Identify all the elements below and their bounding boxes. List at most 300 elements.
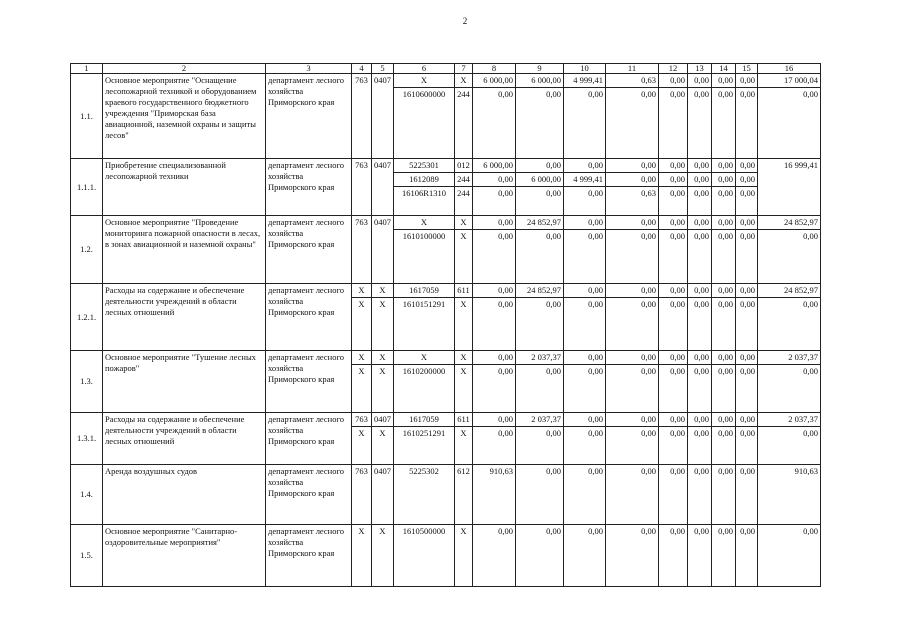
department: департамент лесного хозяйства Приморского края [266,465,352,525]
col7-cell-line: 244 [457,188,470,198]
col9-cell-line: 0,00 [546,466,561,476]
col10-cell-line: 4 999,41 [564,173,605,187]
col11-cell-line: 0,00 [641,428,656,438]
header-col-15: 15 [736,64,758,74]
col12-cell-line: 0,00 [659,351,687,365]
col15-cell-line: 0,00 [740,428,755,438]
col9-cell-line: 6 000,00 [516,173,563,187]
header-col-7: 7 [455,64,473,74]
table-row [71,465,821,525]
department: департамент лесного хозяйства Приморского края [266,159,352,216]
col10-cell-line: 0,00 [588,231,603,241]
col7-cell-line: 612 [457,466,470,476]
table-row [71,74,821,159]
col13-cell-line: 0,00 [694,366,709,376]
col8-cell [473,465,516,525]
col8-cell [473,351,516,413]
col4-cell [352,413,372,465]
col16-cell-line: 0,00 [803,231,818,241]
col11-cell-line: 0,00 [606,413,658,427]
col13-cell-line: 0,00 [694,299,709,309]
col4-cell: 763 [352,74,372,159]
col8-cell-line: 0,00 [498,89,513,99]
col7-cell-line: 244 [457,89,470,99]
col10-cell [564,216,606,284]
header-col-12: 12 [659,64,688,74]
col12-cell [659,465,688,525]
header-col-4: 4 [352,64,372,74]
col4-cell [352,284,372,351]
department: департамент лесного хозяйства Приморского края [266,413,352,465]
col5-cell-line: X [379,366,386,376]
col7-cell [455,413,473,465]
col15-cell-line: 0,00 [740,231,755,241]
col14-cell-line: 0,00 [712,216,735,230]
col8-cell [473,525,516,587]
measure-name: Основное мероприятие "Проведение мониторинга пожарной опасности в лесах, в зонах авиационной и наземной охраны" [103,216,266,284]
col13-cell [688,74,712,159]
col16-cell [758,525,821,587]
col7-cell [455,159,473,216]
col16-cell [758,465,821,525]
col16-cell-line: 0,00 [803,526,818,536]
col10-cell-line: 0,00 [564,216,605,230]
col15-cell [736,465,758,525]
col10-cell-line: 0,00 [564,159,605,173]
col8-cell-line: 6 000,00 [473,159,515,173]
col14-cell-line: 0,00 [718,526,733,536]
col6-cell [394,413,455,465]
col14-cell-line: 0,00 [712,159,735,173]
col15-cell [736,351,758,413]
col15-cell-line: 0,00 [740,188,755,198]
col12-cell-line: 0,00 [670,299,685,309]
col12-cell-line: 0,00 [670,231,685,241]
col13-cell [688,525,712,587]
col15-cell-line: 0,00 [740,366,755,376]
col4-cell: X [352,525,372,587]
col7-cell-line: X [455,351,472,365]
col15-cell-line: 0,00 [736,74,757,88]
col8-cell-line: 0,00 [473,413,515,427]
col14-cell [712,159,736,216]
col13-cell-line: 0,00 [688,351,711,365]
col10-cell [564,159,606,216]
col7-cell-line: 244 [455,173,472,187]
col7-cell-line: X [460,526,467,536]
col13-cell-line: 0,00 [694,89,709,99]
col16-cell-line: 0,00 [803,366,818,376]
col11-cell [606,413,659,465]
table-row [71,525,821,587]
col14-cell-line: 0,00 [718,188,733,198]
col16-cell-line: 2 037,37 [758,413,820,427]
table-row [71,413,821,465]
col9-cell-line: 2 037,37 [516,351,563,365]
header-row [71,64,821,74]
col7-cell-line: 611 [455,284,472,298]
table-row [71,216,821,284]
measure-name: Расходы на содержание и обеспечение деятельности учреждений в области лесных отношений [103,413,266,465]
col8-cell-line: 0,00 [473,216,515,230]
col5-cell-line: X [372,351,393,365]
col9-cell-line: 0,00 [546,188,561,198]
col10-cell-line: 0,00 [564,351,605,365]
col15-cell-line: 0,00 [736,413,757,427]
col9-cell [516,525,564,587]
col16-cell [758,159,821,216]
col10-cell-line: 0,00 [564,284,605,298]
col10-cell-line: 0,00 [588,526,603,536]
col12-cell-line: 0,00 [670,366,685,376]
header-col-10: 10 [564,64,606,74]
col13-cell [688,216,712,284]
header-col-5: 5 [372,64,394,74]
col9-cell-line: 24 852,97 [516,216,563,230]
col11-cell-line: 0,00 [606,284,658,298]
col15-cell [736,525,758,587]
table-row [71,284,821,351]
col7-cell [455,525,473,587]
row-number: 1.1.1. [71,159,103,216]
col15-cell [736,413,758,465]
col12-cell-line: 0,00 [659,216,687,230]
col14-cell-line: 0,00 [718,366,733,376]
col14-cell [712,284,736,351]
col16-cell [758,216,821,284]
col12-cell [659,525,688,587]
budget-table [70,63,821,587]
measure-name: Расходы на содержание и обеспечение деятельности учреждений в области лесных отношений [103,284,266,351]
col7-cell-line: X [460,299,467,309]
col12-cell [659,413,688,465]
col5-cell: 0407 [372,159,394,216]
col7-cell [455,216,473,284]
col6-cell [394,216,455,284]
col16-cell-line: 24 852,97 [758,284,820,298]
col10-cell [564,413,606,465]
col4-cell [352,351,372,413]
col11-cell [606,465,659,525]
col9-cell [516,284,564,351]
col5-cell [372,413,394,465]
col11-cell-line: 0,00 [606,351,658,365]
col6-cell-line: 5225301 [394,159,454,173]
col5-cell-line: X [379,299,386,309]
col9-cell-line: 0,00 [546,366,561,376]
col9-cell [516,159,564,216]
col13-cell [688,413,712,465]
col11-cell-line: 0,00 [606,216,658,230]
col13-cell-line: 0,00 [688,284,711,298]
col13-cell-line: 0,00 [688,413,711,427]
col10-cell-line: 0,00 [588,428,603,438]
col6-cell-line: 1610100000 [402,231,446,241]
col4-cell-line: 763 [352,413,371,427]
col6-cell-line: 1610600000 [402,89,446,99]
table-body [71,74,821,587]
col9-cell-line: 0,00 [546,231,561,241]
col15-cell [736,216,758,284]
measure-name: Основное мероприятие "Тушение лесных пожаров" [103,351,266,413]
col11-cell-line: 0,00 [641,231,656,241]
col5-cell: 0407 [372,74,394,159]
header-col-14: 14 [712,64,736,74]
department: департамент лесного хозяйства Приморского края [266,216,352,284]
row-number: 1.4. [71,465,103,525]
col5-cell-line: 0407 [372,413,393,427]
col16-cell-line: 24 852,97 [758,216,820,230]
col8-cell-line: 0,00 [498,188,513,198]
col13-cell [688,465,712,525]
col16-cell-line: 0,00 [803,428,818,438]
col10-cell-line: 4 999,41 [564,74,605,88]
col14-cell-line: 0,00 [718,466,733,476]
col12-cell [659,74,688,159]
col6-cell [394,465,455,525]
col12-cell-line: 0,00 [659,173,687,187]
col11-cell [606,159,659,216]
col4-cell-line: X [352,284,371,298]
col5-cell: 0407 [372,216,394,284]
col10-cell-line: 0,00 [588,466,603,476]
col6-cell [394,159,455,216]
col8-cell-line: 0,00 [498,231,513,241]
header-col-8: 8 [473,64,516,74]
col14-cell-line: 0,00 [712,173,735,187]
col11-cell-line: 0,00 [641,366,656,376]
measure-name: Основное мероприятие "Санитарно-оздоровительные мероприятия" [103,525,266,587]
col9-cell [516,351,564,413]
col11-cell-line: 0,00 [641,466,656,476]
col4-cell-line: X [358,366,365,376]
col10-cell-line: 0,00 [588,299,603,309]
department: департамент лесного хозяйства Приморского края [266,284,352,351]
col14-cell [712,465,736,525]
col12-cell-line: 0,00 [670,188,685,198]
col11-cell-line: 0,00 [641,299,656,309]
col14-cell [712,413,736,465]
col15-cell-line: 0,00 [736,173,757,187]
col10-cell [564,284,606,351]
col4-cell: 763 [352,216,372,284]
col8-cell-line: 0,00 [473,173,515,187]
col8-cell [473,284,516,351]
col13-cell-line: 0,00 [688,173,711,187]
col11-cell [606,525,659,587]
header-col-2: 2 [103,64,266,74]
col12-cell-line: 0,00 [670,526,685,536]
col7-cell-line: X [460,428,467,438]
col10-cell [564,465,606,525]
header-col-9: 9 [516,64,564,74]
department: департамент лесного хозяйства Приморского края [266,525,352,587]
col11-cell-line: 0,00 [606,159,658,173]
col8-cell-line: 6 000,00 [473,74,515,88]
col16-cell-line: 0,00 [803,299,818,309]
col5-cell-line: X [372,284,393,298]
col7-cell-line: 611 [455,413,472,427]
col10-cell-line: 0,00 [588,89,603,99]
col5-cell-line: X [379,428,386,438]
col6-cell-line: X [394,216,454,230]
col15-cell [736,284,758,351]
col13-cell [688,351,712,413]
col7-cell-line: X [460,366,467,376]
department: департамент лесного хозяйства Приморского края [266,74,352,159]
col9-cell [516,74,564,159]
col6-cell-line: 1610251291 [402,428,446,438]
col15-cell [736,159,758,216]
col14-cell-line: 0,00 [712,413,735,427]
col9-cell-line: 0,00 [546,526,561,536]
col14-cell [712,351,736,413]
col7-cell [455,351,473,413]
table-row [71,159,821,216]
col13-cell-line: 0,00 [688,216,711,230]
col13-cell [688,159,712,216]
col10-cell [564,74,606,159]
row-number: 1.2.1. [71,284,103,351]
col11-cell [606,216,659,284]
col8-cell [473,216,516,284]
col16-cell [758,74,821,159]
col16-cell-line: 17 000,04 [758,74,820,88]
col6-cell-line: 16106R1310 [402,188,446,198]
col12-cell [659,351,688,413]
col16-cell-line: 2 037,37 [758,351,820,365]
col16-cell-line: 910,63 [794,466,818,476]
col13-cell-line: 0,00 [694,466,709,476]
page-number: 2 [462,16,468,26]
col16-cell [758,413,821,465]
col4-cell: 763 [352,159,372,216]
col4-cell-line: X [352,351,371,365]
col15-cell-line: 0,00 [740,526,755,536]
col15-cell-line: 0,00 [736,284,757,298]
col13-cell-line: 0,00 [694,428,709,438]
row-number: 1.3.1. [71,413,103,465]
col6-cell-line: 1617059 [394,413,454,427]
col8-cell-line: 0,00 [473,351,515,365]
col14-cell-line: 0,00 [718,231,733,241]
col11-cell-line: 0,00 [606,173,658,187]
col16-cell-line: 0,00 [803,89,818,99]
col4-cell-line: X [358,299,365,309]
header-col-3: 3 [266,64,352,74]
col15-cell-line: 0,00 [736,216,757,230]
col7-cell [455,465,473,525]
col8-cell-line: 910,63 [489,466,513,476]
col11-cell-line: 0,00 [641,89,656,99]
col14-cell [712,525,736,587]
col13-cell [688,284,712,351]
col6-cell-line: 1617059 [394,284,454,298]
col6-cell-line: 1610500000 [402,526,446,536]
col12-cell-line: 0,00 [659,74,687,88]
col11-cell-line: 0,63 [641,188,656,198]
col14-cell-line: 0,00 [718,89,733,99]
col10-cell [564,351,606,413]
col11-cell [606,351,659,413]
col15-cell-line: 0,00 [736,351,757,365]
col12-cell-line: 0,00 [659,413,687,427]
col9-cell-line: 2 037,37 [516,413,563,427]
col12-cell-line: 0,00 [659,284,687,298]
col8-cell [473,74,516,159]
col6-cell [394,74,455,159]
header-col-16: 16 [758,64,821,74]
col12-cell-line: 0,00 [659,159,687,173]
department: департамент лесного хозяйства Приморского края [266,351,352,413]
col7-cell-line: X [455,74,472,88]
col13-cell-line: 0,00 [694,231,709,241]
col14-cell-line: 0,00 [718,299,733,309]
row-number: 1.3. [71,351,103,413]
col15-cell-line: 0,00 [740,466,755,476]
col9-cell-line: 0,00 [546,428,561,438]
col12-cell [659,284,688,351]
col13-cell-line: 0,00 [694,526,709,536]
header-col-13: 13 [688,64,712,74]
col8-cell-line: 0,00 [498,526,513,536]
col11-cell [606,74,659,159]
col8-cell [473,159,516,216]
col6-cell-line: 1610200000 [402,366,446,376]
col4-cell: 763 [352,465,372,525]
col11-cell-line: 0,00 [641,526,656,536]
col16-cell [758,284,821,351]
col7-cell-line: X [455,216,472,230]
row-number: 1.2. [71,216,103,284]
row-number: 1.1. [71,74,103,159]
col6-cell-line: 1612089 [394,173,454,187]
col9-cell-line: 6 000,00 [516,74,563,88]
col9-cell [516,465,564,525]
col7-cell [455,74,473,159]
col12-cell-line: 0,00 [670,89,685,99]
col6-cell [394,351,455,413]
col6-cell [394,284,455,351]
col16-cell-line: 16 999,41 [784,160,818,170]
col15-cell-line: 0,00 [740,89,755,99]
col4-cell-line: X [358,428,365,438]
col5-cell: 0407 [372,465,394,525]
col14-cell-line: 0,00 [712,284,735,298]
col6-cell [394,525,455,587]
header-col-11: 11 [606,64,659,74]
col14-cell-line: 0,00 [712,351,735,365]
col12-cell [659,159,688,216]
col8-cell-line: 0,00 [498,366,513,376]
col12-cell-line: 0,00 [670,466,685,476]
col15-cell [736,74,758,159]
col12-cell-line: 0,00 [670,428,685,438]
col10-cell-line: 0,00 [588,188,603,198]
col12-cell [659,216,688,284]
measure-name: Аренда воздушных судов [103,465,266,525]
col7-cell-line: X [460,231,467,241]
col9-cell-line: 0,00 [546,89,561,99]
row-number: 1.5. [71,525,103,587]
header-col-1: 1 [71,64,103,74]
col11-cell [606,284,659,351]
col8-cell-line: 0,00 [473,284,515,298]
col5-cell: X [372,525,394,587]
col9-cell-line: 0,00 [546,299,561,309]
col14-cell-line: 0,00 [718,428,733,438]
col8-cell-line: 0,00 [498,428,513,438]
